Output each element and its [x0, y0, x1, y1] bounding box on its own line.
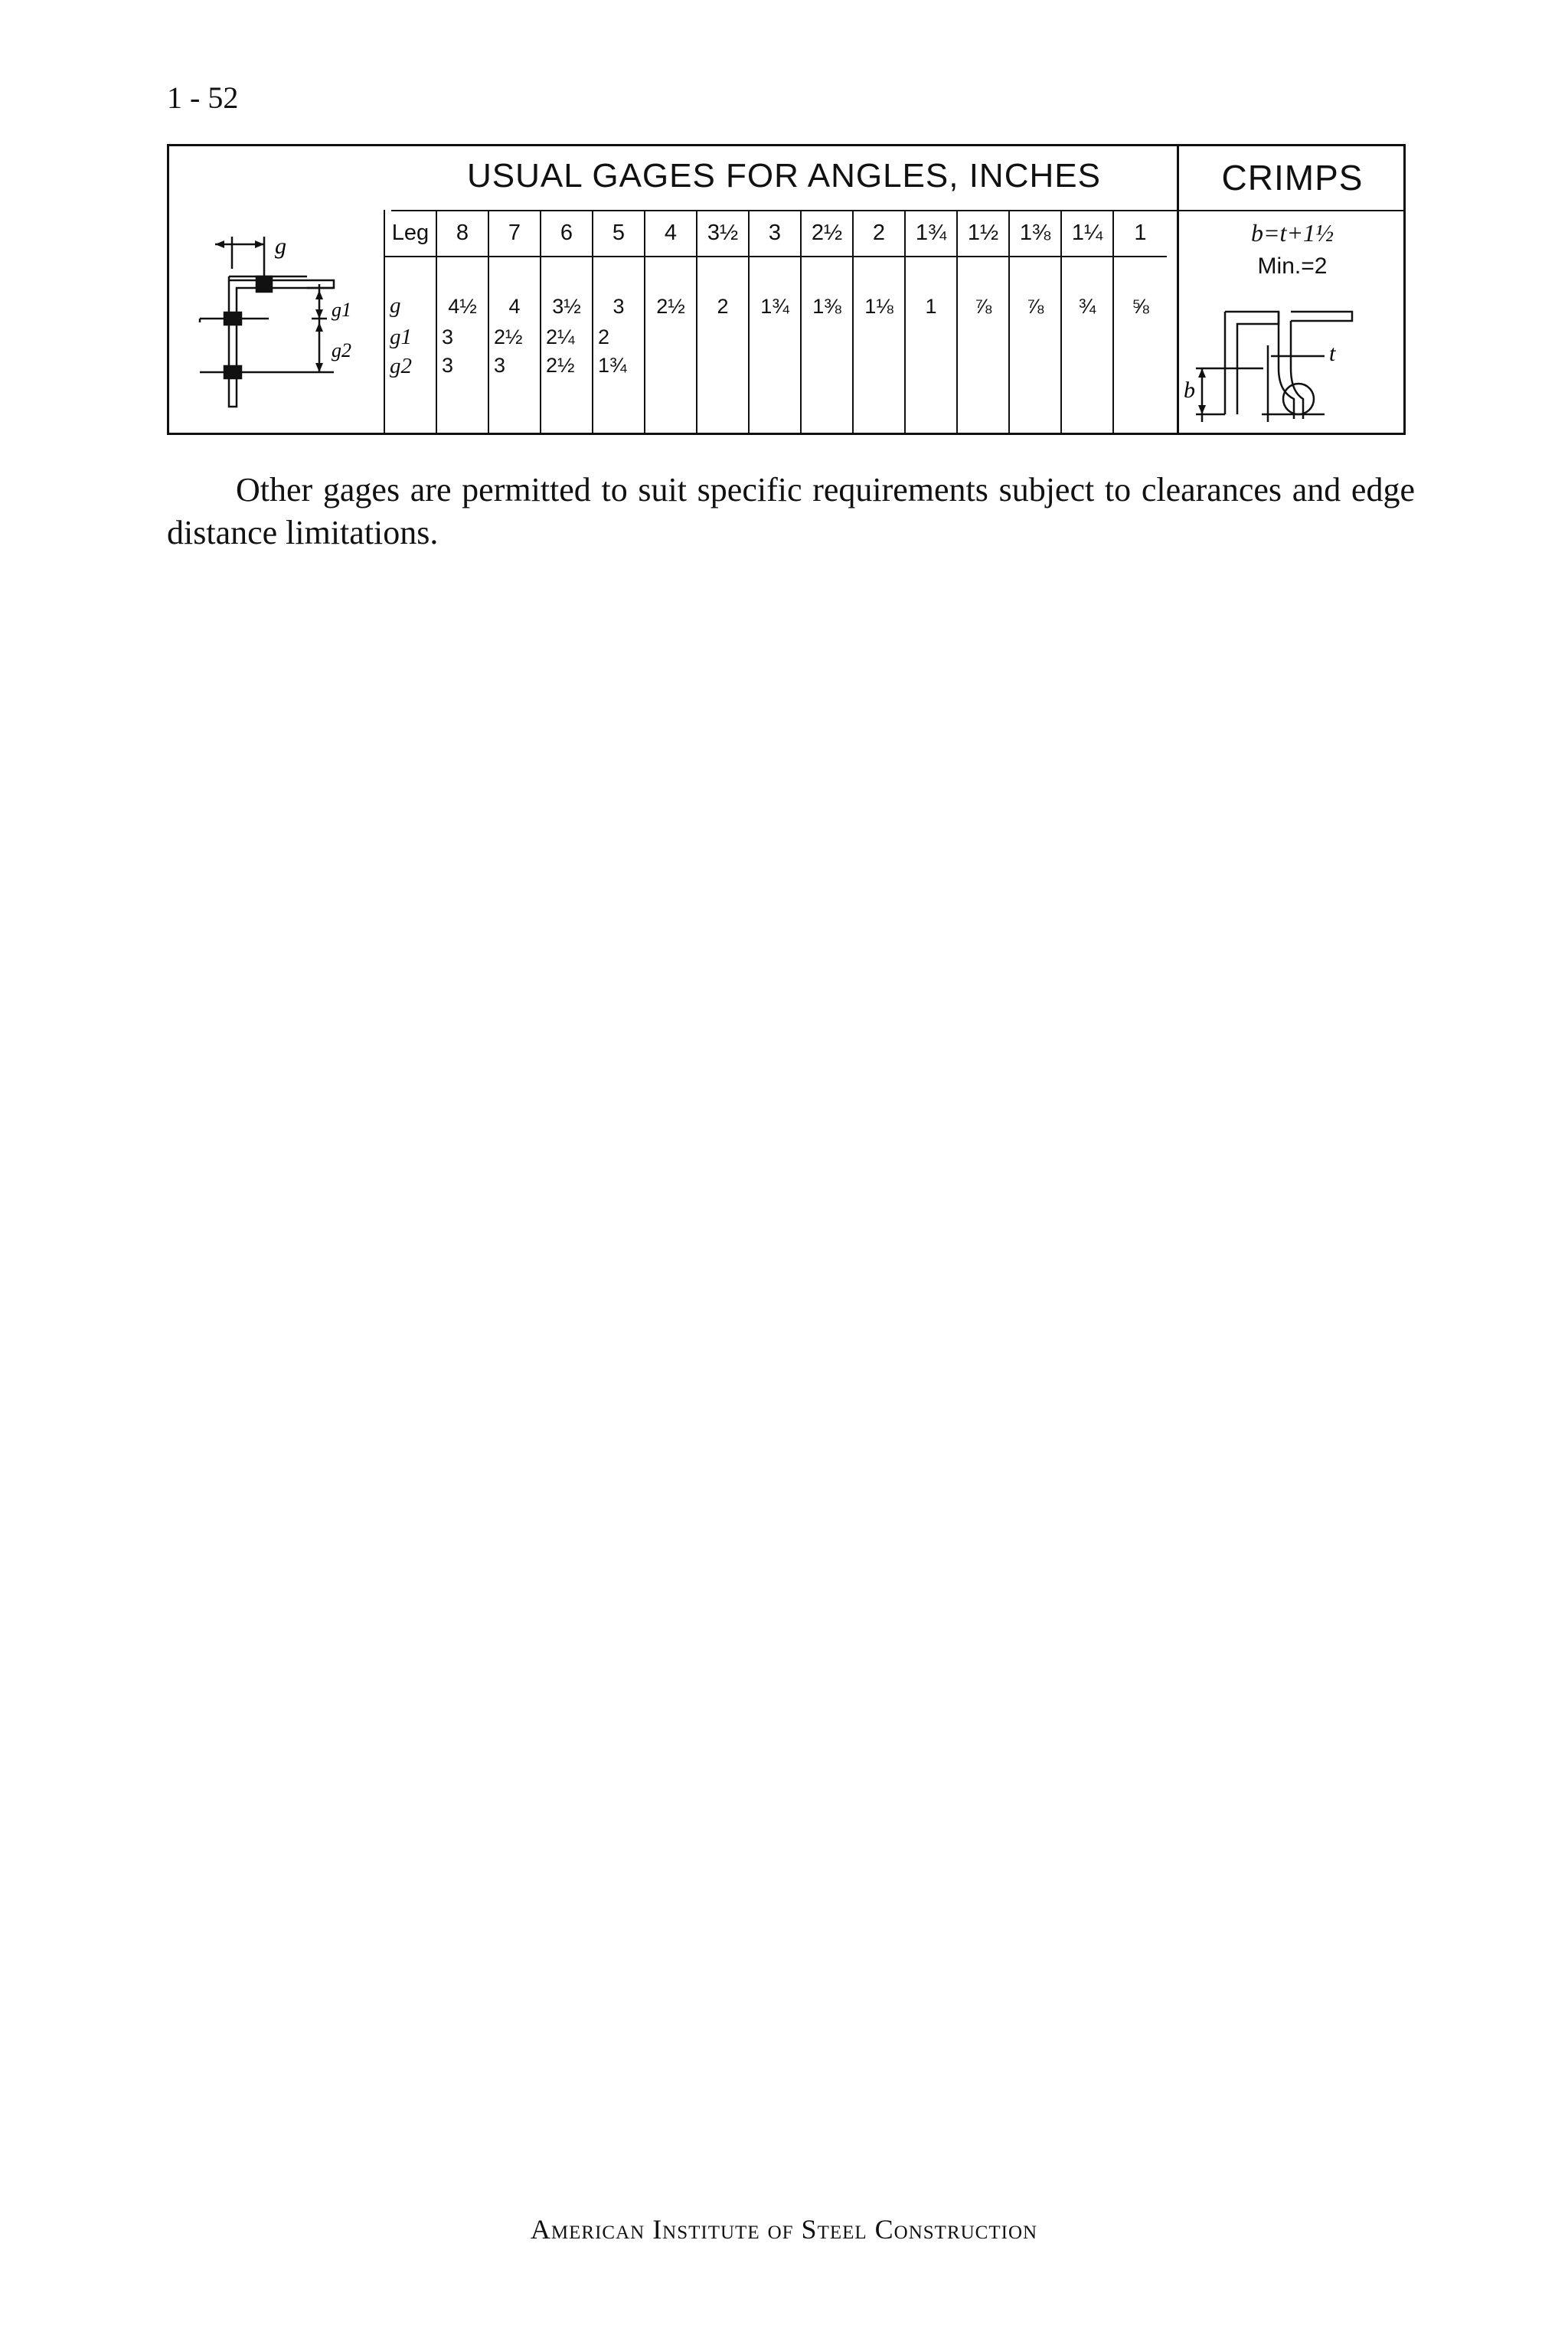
table-cell — [1113, 395, 1167, 435]
crimps-title: CRIMPS — [1221, 158, 1364, 198]
leg-row — [384, 210, 1167, 257]
table-cell: 4 — [645, 210, 697, 257]
table-cell: 3 — [749, 210, 801, 257]
table-cell: 2¼ — [541, 322, 593, 352]
table-cell: ⅞ — [957, 257, 1009, 322]
table-cell: 2 — [697, 257, 749, 322]
table-cell — [1061, 352, 1113, 395]
table-cell — [1113, 352, 1167, 395]
table-cell — [1009, 322, 1061, 352]
table-cell: ⅞ — [1009, 257, 1061, 322]
gage-g-row — [384, 257, 1167, 322]
row-label: g — [384, 257, 436, 322]
table-cell — [1061, 322, 1113, 352]
table-cell: 5 — [593, 210, 645, 257]
table-cell: 3 — [593, 257, 645, 322]
sketch-label-g2: g2 — [332, 339, 351, 361]
table-cell — [645, 395, 697, 435]
table-cell — [957, 395, 1009, 435]
table-cell — [749, 395, 801, 435]
table-cell — [541, 395, 593, 435]
table-cell: 1¼ — [1061, 210, 1113, 257]
table-cell: 1¾ — [593, 352, 645, 395]
table-cell — [697, 352, 749, 395]
table-padding-row — [384, 395, 1167, 435]
crimp-formula: b=t+1½ — [1250, 219, 1334, 247]
table-cell — [1009, 352, 1061, 395]
sketch-label-g: g — [275, 234, 286, 259]
table-cell — [697, 395, 749, 435]
table-cell: 1¾ — [905, 210, 957, 257]
table-cell — [853, 352, 905, 395]
table-cell: 3½ — [697, 210, 749, 257]
table-cell — [853, 395, 905, 435]
row-label: g1 — [384, 322, 436, 352]
table-cell: 3 — [436, 322, 488, 352]
table-cell: 3½ — [541, 257, 593, 322]
table-cell — [905, 322, 957, 352]
table-cell — [905, 395, 957, 435]
gage-table — [384, 210, 1167, 435]
table-title: USUAL GAGES FOR ANGLES, INCHES — [467, 157, 1101, 195]
table-cell: 2½ — [645, 257, 697, 322]
table-cell: 3 — [436, 352, 488, 395]
sketch-label-g1: g1 — [332, 299, 351, 321]
table-cell: ¾ — [1061, 257, 1113, 322]
gage-note: Other gages are permitted to suit specific requirements subject to clearances and edge distance limitations. — [167, 471, 1415, 551]
crimp-sketch — [1179, 284, 1406, 430]
table-cell: 1½ — [957, 210, 1009, 257]
table-cell: 1 — [905, 257, 957, 322]
table-cell — [749, 322, 801, 352]
table-cell — [957, 352, 1009, 395]
table-cell: 6 — [541, 210, 593, 257]
table-cell: 4½ — [436, 257, 488, 322]
gage-g1-row — [384, 322, 1167, 352]
table-cell — [488, 395, 541, 435]
table-cell — [853, 322, 905, 352]
table-cell: 3 — [488, 352, 541, 395]
table-cell — [801, 322, 853, 352]
page-number: 1 - 52 — [167, 80, 239, 115]
row-label: Leg — [384, 210, 436, 257]
table-cell: 4 — [488, 257, 541, 322]
crimp-label-t: t — [1329, 341, 1336, 366]
angle-gage-sketch — [169, 146, 391, 433]
table-cell: 2½ — [801, 210, 853, 257]
table-cell — [801, 352, 853, 395]
table-cell: 2½ — [541, 352, 593, 395]
table-cell: 1⅛ — [853, 257, 905, 322]
table-cell — [645, 322, 697, 352]
row-label: g2 — [384, 352, 436, 395]
table-cell: 1¾ — [749, 257, 801, 322]
table-cell: 2½ — [488, 322, 541, 352]
table-cell: 1 — [1113, 210, 1167, 257]
gage-table-box — [167, 144, 1406, 435]
table-cell — [1113, 322, 1167, 352]
table-cell: 1⅜ — [1009, 210, 1061, 257]
table-cell — [1061, 395, 1113, 435]
table-cell: ⅝ — [1113, 257, 1167, 322]
table-cell — [436, 395, 488, 435]
table-cell — [697, 322, 749, 352]
crimp-minimum: Min.=2 — [1257, 253, 1328, 279]
table-cell — [801, 395, 853, 435]
table-cell — [957, 322, 1009, 352]
gage-g2-row — [384, 352, 1167, 395]
table-cell — [1009, 395, 1061, 435]
table-cell — [593, 395, 645, 435]
table-cell: 8 — [436, 210, 488, 257]
table-cell — [749, 352, 801, 395]
crimp-label-b: b — [1184, 378, 1195, 403]
table-cell: 7 — [488, 210, 541, 257]
table-cell — [905, 352, 957, 395]
table-cell: 1⅜ — [801, 257, 853, 322]
page-footer: American Institute of Steel Construction — [530, 2214, 1038, 2245]
table-cell — [645, 352, 697, 395]
table-cell: 2 — [853, 210, 905, 257]
table-cell — [384, 395, 436, 435]
table-cell: 2 — [593, 322, 645, 352]
